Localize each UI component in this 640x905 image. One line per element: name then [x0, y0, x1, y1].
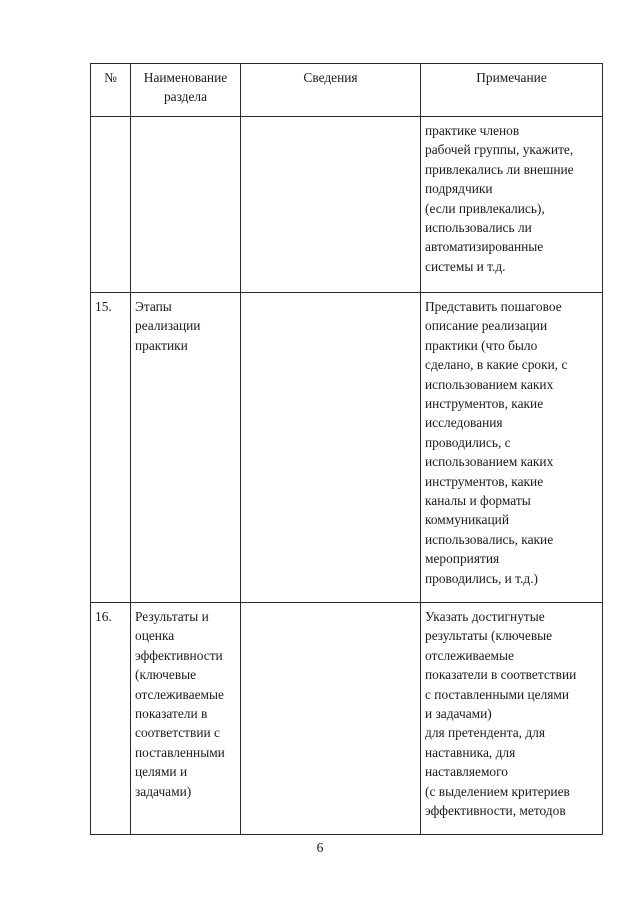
note-line: привлекались ли внешние	[425, 161, 574, 177]
section-name-line: соответствии с	[135, 725, 220, 741]
note-line: системы и т.д.	[425, 258, 506, 274]
note-line: отслеживаемые	[425, 647, 514, 663]
header-section-name: Наименование раздела	[131, 64, 241, 117]
note-line: инструментов, какие	[425, 396, 544, 412]
note-line: наставника, для	[425, 744, 516, 760]
section-name-line: практики	[135, 337, 188, 353]
note-line: исследования	[425, 415, 503, 431]
note-line: результаты (ключевые	[425, 628, 553, 644]
note-line: подрядчики	[425, 181, 493, 197]
note-line: мероприятия	[425, 551, 500, 567]
note-line: использованием каких	[425, 376, 554, 392]
note-line: рабочей группы, укажите,	[425, 142, 574, 158]
note-cell	[421, 293, 603, 603]
information-cell	[241, 603, 421, 835]
document-table	[90, 63, 603, 835]
note-line: использованием каких	[425, 454, 554, 470]
note-line: Указать достигнутые	[425, 609, 545, 624]
section-name-line: поставленными	[135, 744, 225, 760]
note-line: показатели в соответствии	[425, 667, 577, 683]
section-name-line: эффективности	[135, 647, 223, 663]
row-number-cell: 15.	[91, 293, 131, 603]
row-number-cell	[91, 117, 131, 293]
section-name-cell	[131, 117, 241, 293]
section-name-line: (ключевые	[135, 667, 197, 683]
note-line: использовались ли	[425, 220, 532, 236]
note-line: с поставленными целями	[425, 686, 570, 702]
section-name-line: реализации	[135, 318, 201, 334]
section-name-line: задачами)	[135, 783, 192, 799]
note-line: каналы и форматы	[425, 493, 531, 509]
note-line: использовались, какие	[425, 531, 554, 547]
section-name-line: отслеживаемые	[135, 686, 224, 702]
note-line: эффективности, методов	[425, 803, 566, 819]
section-name-cell	[131, 603, 241, 835]
note-line: сделано, в какие сроки, с	[425, 357, 568, 373]
header-number: №	[91, 64, 131, 117]
note-cell	[421, 117, 603, 293]
note-line: автоматизированные	[425, 239, 544, 255]
note-line: практики (что было	[425, 337, 538, 353]
section-name-line: оценка	[135, 628, 175, 644]
note-line: коммуникаций	[425, 512, 509, 528]
header-information: Сведения	[241, 64, 421, 117]
note-line: проводились, с	[425, 434, 511, 450]
note-line: проводились, и т.д.)	[425, 570, 538, 586]
note-line: наставляемого	[425, 764, 508, 780]
note-line: Представить пошаговое	[425, 299, 562, 314]
note-line: инструментов, какие	[425, 473, 544, 489]
note-line: (с выделением критериев	[425, 783, 570, 799]
note-line: практике членов	[425, 123, 520, 138]
table-row	[91, 293, 603, 603]
note-line: описание реализации	[425, 318, 548, 334]
row-number-cell: 16.	[91, 603, 131, 835]
table-header-row	[91, 64, 603, 117]
section-name-line: показатели в	[135, 706, 208, 722]
section-name-line: Этапы	[135, 299, 172, 314]
page-number: 6	[316, 840, 324, 855]
note-line: для претендента, для	[425, 725, 545, 741]
information-cell	[241, 293, 421, 603]
note-line: и задачами)	[425, 706, 492, 722]
header-note: Примечание	[421, 64, 603, 117]
information-cell	[241, 117, 421, 293]
section-name-line: целями и	[135, 764, 188, 780]
section-name-cell	[131, 293, 241, 603]
note-line: (если привлекались),	[425, 200, 545, 216]
section-name-line: Результаты и	[135, 609, 209, 624]
table-row	[91, 117, 603, 293]
table-row	[91, 603, 603, 835]
note-cell	[421, 603, 603, 835]
